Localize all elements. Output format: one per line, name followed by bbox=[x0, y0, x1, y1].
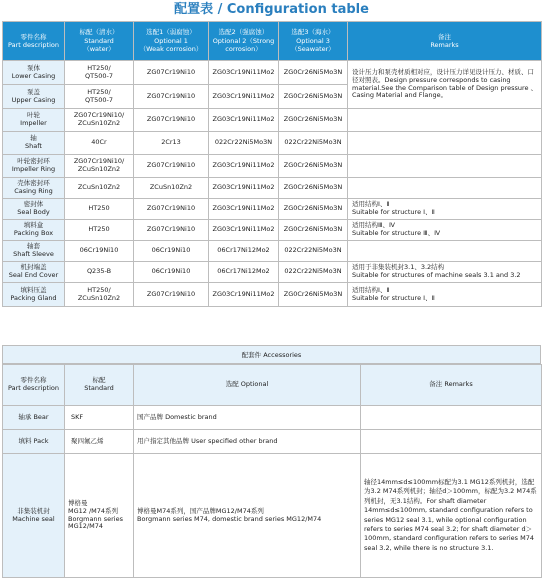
part-cell: 叶轮 Impeller bbox=[3, 109, 65, 132]
optional-1-cell: ZG07Cr19Ni10 bbox=[134, 61, 209, 85]
part-cell: 填料压盖 Packing Gland bbox=[3, 283, 65, 307]
remark-empty bbox=[348, 109, 542, 132]
remark-empty bbox=[348, 241, 542, 262]
optional-1-cell: ZG07Cr19Ni10 bbox=[134, 283, 209, 307]
standard-cell: ZCuSn10Zn2 bbox=[65, 178, 134, 199]
table-row bbox=[3, 220, 542, 241]
table-row bbox=[3, 155, 542, 178]
optional-3-cell: ZG0Cr26Ni5Mo3N bbox=[279, 85, 348, 109]
standard-cell: 40Cr bbox=[65, 132, 134, 155]
optional-2-cell: ZG03Cr19Ni11Mo2 bbox=[209, 109, 279, 132]
optional-3-cell: ZG0Cr26Ni5Mo3N bbox=[279, 61, 348, 85]
part-cell: 密封体 Seal Body bbox=[3, 199, 65, 220]
table-row bbox=[3, 199, 542, 220]
optional-3-cell: ZG0Cr26Ni5Mo3N bbox=[279, 109, 348, 132]
table-row bbox=[3, 406, 542, 430]
table-row bbox=[3, 61, 542, 85]
optional-3-cell: 022Cr22Ni5Mo3N bbox=[279, 241, 348, 262]
standard-cell: ZG07Cr19Ni10/ ZCuSn10Zn2 bbox=[65, 109, 134, 132]
table-row bbox=[3, 241, 542, 262]
standard-cell: HT250 bbox=[65, 199, 134, 220]
optional-3-cell: ZG0Cr26Ni5Mo3N bbox=[279, 283, 348, 307]
remark-packing-gland: 适用结构Ⅰ、Ⅱ Suitable for structure Ⅰ、Ⅱ bbox=[348, 283, 542, 307]
remark-empty bbox=[348, 155, 542, 178]
optional-2-cell: ZG03Cr19Ni11Mo2 bbox=[209, 85, 279, 109]
standard-cell: HT250/ QT500-7 bbox=[65, 61, 134, 85]
optional-1-cell: ZG07Cr19Ni10 bbox=[134, 199, 209, 220]
optional-1-cell: ZG07Cr19Ni10 bbox=[134, 220, 209, 241]
optional-2-cell: 06Cr17Ni12Mo2 bbox=[209, 241, 279, 262]
remark-casing: 设计压力和泵壳材质相对应，设计压力详见设计压力、材质、口径对照表。Design pressure corresponds to casing material.See the Comparison table of Design pressure 、Casing Material and Flange。 bbox=[348, 61, 542, 109]
header-part: 零件名称 Part description bbox=[3, 22, 65, 61]
optional-1-cell: 06Cr19Ni10 bbox=[134, 241, 209, 262]
header-optional-1: 选配1（弱腐蚀） Optional 1 （Weak corrosion） bbox=[134, 22, 209, 61]
acc-optional-cell: 用户指定其他品牌 User specified other brand bbox=[134, 430, 361, 454]
acc-remark-cell bbox=[361, 406, 542, 430]
header-optional-2: 选配2（强腐蚀） Optional 2（Strong corrosion） bbox=[209, 22, 279, 61]
acc-remark-cell: 轴径14mm≤d≤100mm标配为3.1 MG12系列机封，选配为3.2 M74系列机封；轴径d＞100mm，标配为3.2 M74系列机封，无3.1结构。For shaft diameter 14mm≤d≤100mm, standard configuration refers to series MG12 seal 3.1, while optional configuration refers to series M74 seal 3.2; for shaft diameter d＞100mm, standard configuration refers to series M74 seal 3.2, while there is no structure 3.1. bbox=[361, 454, 542, 578]
acc-part-cell: 非集装机封 Machine seal bbox=[3, 454, 65, 578]
table-header-row bbox=[3, 22, 542, 61]
acc-optional-cell: 博格曼M74系列，国产品牌MG12/M74系列 Borgmann series M74, domestic brand series MG12/M74 bbox=[134, 454, 361, 578]
configuration-table bbox=[2, 21, 542, 307]
part-cell: 泵体 Lower Casing bbox=[3, 61, 65, 85]
acc-header-standard: 标配 Standard bbox=[65, 365, 134, 406]
header-remarks: 备注 Remarks bbox=[348, 22, 542, 61]
acc-standard-cell: 博格曼 MG12 /M74系列 Borgmann series MG12/M74 bbox=[65, 454, 134, 578]
acc-part-cell: 轴承 Bear bbox=[3, 406, 65, 430]
accessories-header-row bbox=[3, 365, 542, 406]
acc-optional-cell: 国产品牌 Domestic brand bbox=[134, 406, 361, 430]
optional-1-cell: 06Cr19Ni10 bbox=[134, 262, 209, 283]
optional-2-cell: 06Cr17Ni12Mo2 bbox=[209, 262, 279, 283]
part-cell: 机封端盖 Seal End Cover bbox=[3, 262, 65, 283]
optional-3-cell: 022Cr22Ni5Mo3N bbox=[279, 262, 348, 283]
part-cell: 轴 Shaft bbox=[3, 132, 65, 155]
acc-header-optional: 选配 Optional bbox=[134, 365, 361, 406]
optional-2-cell: ZG03Cr19Ni11Mo2 bbox=[209, 178, 279, 199]
acc-remark-cell bbox=[361, 430, 542, 454]
optional-2-cell: 022Cr22Ni5Mo3N bbox=[209, 132, 279, 155]
remark-empty bbox=[348, 132, 542, 155]
standard-cell: 06Cr19Ni10 bbox=[65, 241, 134, 262]
header-optional-3: 选配3（海水） Optional 3 （Seawater） bbox=[279, 22, 348, 61]
optional-1-cell: ZG07Cr19Ni10 bbox=[134, 85, 209, 109]
table-row bbox=[3, 109, 542, 132]
standard-cell: ZG07Cr19Ni10/ ZCuSn10Zn2 bbox=[65, 155, 134, 178]
acc-header-remarks: 备注 Remarks bbox=[361, 365, 542, 406]
optional-3-cell: ZG0Cr26Ni5Mo3N bbox=[279, 178, 348, 199]
optional-3-cell: ZG0Cr26Ni5Mo3N bbox=[279, 155, 348, 178]
optional-2-cell: ZG03Cr19Ni11Mo2 bbox=[209, 220, 279, 241]
optional-1-cell: ZG07Cr19Ni10 bbox=[134, 155, 209, 178]
table-row bbox=[3, 454, 542, 578]
part-cell: 壳体密封环 Casing Ring bbox=[3, 178, 65, 199]
table-row bbox=[3, 283, 542, 307]
acc-standard-cell: 聚四氟乙烯 bbox=[65, 430, 134, 454]
table-row bbox=[3, 430, 542, 454]
optional-2-cell: ZG03Cr19Ni11Mo2 bbox=[209, 155, 279, 178]
optional-1-cell: ZG07Cr19Ni10 bbox=[134, 109, 209, 132]
acc-part-cell: 填料 Pack bbox=[3, 430, 65, 454]
optional-2-cell: ZG03Cr19Ni11Mo2 bbox=[209, 199, 279, 220]
remark-packing-box: 适用结构Ⅲ、Ⅳ Suitable for structure Ⅲ、Ⅳ bbox=[348, 220, 542, 241]
standard-cell: Q235-B bbox=[65, 262, 134, 283]
optional-1-cell: ZCuSn10Zn2 bbox=[134, 178, 209, 199]
remark-empty bbox=[348, 178, 542, 199]
part-cell: 填料盒 Packing Box bbox=[3, 220, 65, 241]
remark-seal-end-cover: 适用于非集装机封3.1、3.2结构 Suitable for structures of machine seals 3.1 and 3.2 bbox=[348, 262, 542, 283]
page-title: 配置表 / Configuration table bbox=[174, 2, 369, 17]
accessories-table bbox=[2, 364, 542, 578]
part-cell: 叶轮密封环 Impeller Ring bbox=[3, 155, 65, 178]
part-cell: 泵盖 Upper Casing bbox=[3, 85, 65, 109]
optional-2-cell: ZG03Cr19Ni11Mo2 bbox=[209, 61, 279, 85]
accessories-title: 配套件 Accessories bbox=[2, 345, 541, 364]
standard-cell: HT250/ QT500-7 bbox=[65, 85, 134, 109]
part-cell: 轴套 Shaft Sleeve bbox=[3, 241, 65, 262]
header-standard: 标配（清水） Standard （water） bbox=[65, 22, 134, 61]
optional-3-cell: ZG0Cr26Ni5Mo3N bbox=[279, 220, 348, 241]
remark-seal-body: 适用结构Ⅰ、Ⅱ Suitable for structure Ⅰ、Ⅱ bbox=[348, 199, 542, 220]
acc-standard-cell: SKF bbox=[65, 406, 134, 430]
standard-cell: HT250/ ZCuSn10Zn2 bbox=[65, 283, 134, 307]
table-row bbox=[3, 262, 542, 283]
table-row bbox=[3, 132, 542, 155]
optional-3-cell: 022Cr22Ni5Mo3N bbox=[279, 132, 348, 155]
optional-1-cell: 2Cr13 bbox=[134, 132, 209, 155]
optional-2-cell: ZG03Cr19Ni11Mo2 bbox=[209, 283, 279, 307]
optional-3-cell: ZG0Cr26Ni5Mo3N bbox=[279, 199, 348, 220]
acc-header-part: 零件名称 Part description bbox=[3, 365, 65, 406]
standard-cell: HT250 bbox=[65, 220, 134, 241]
table-row bbox=[3, 178, 542, 199]
